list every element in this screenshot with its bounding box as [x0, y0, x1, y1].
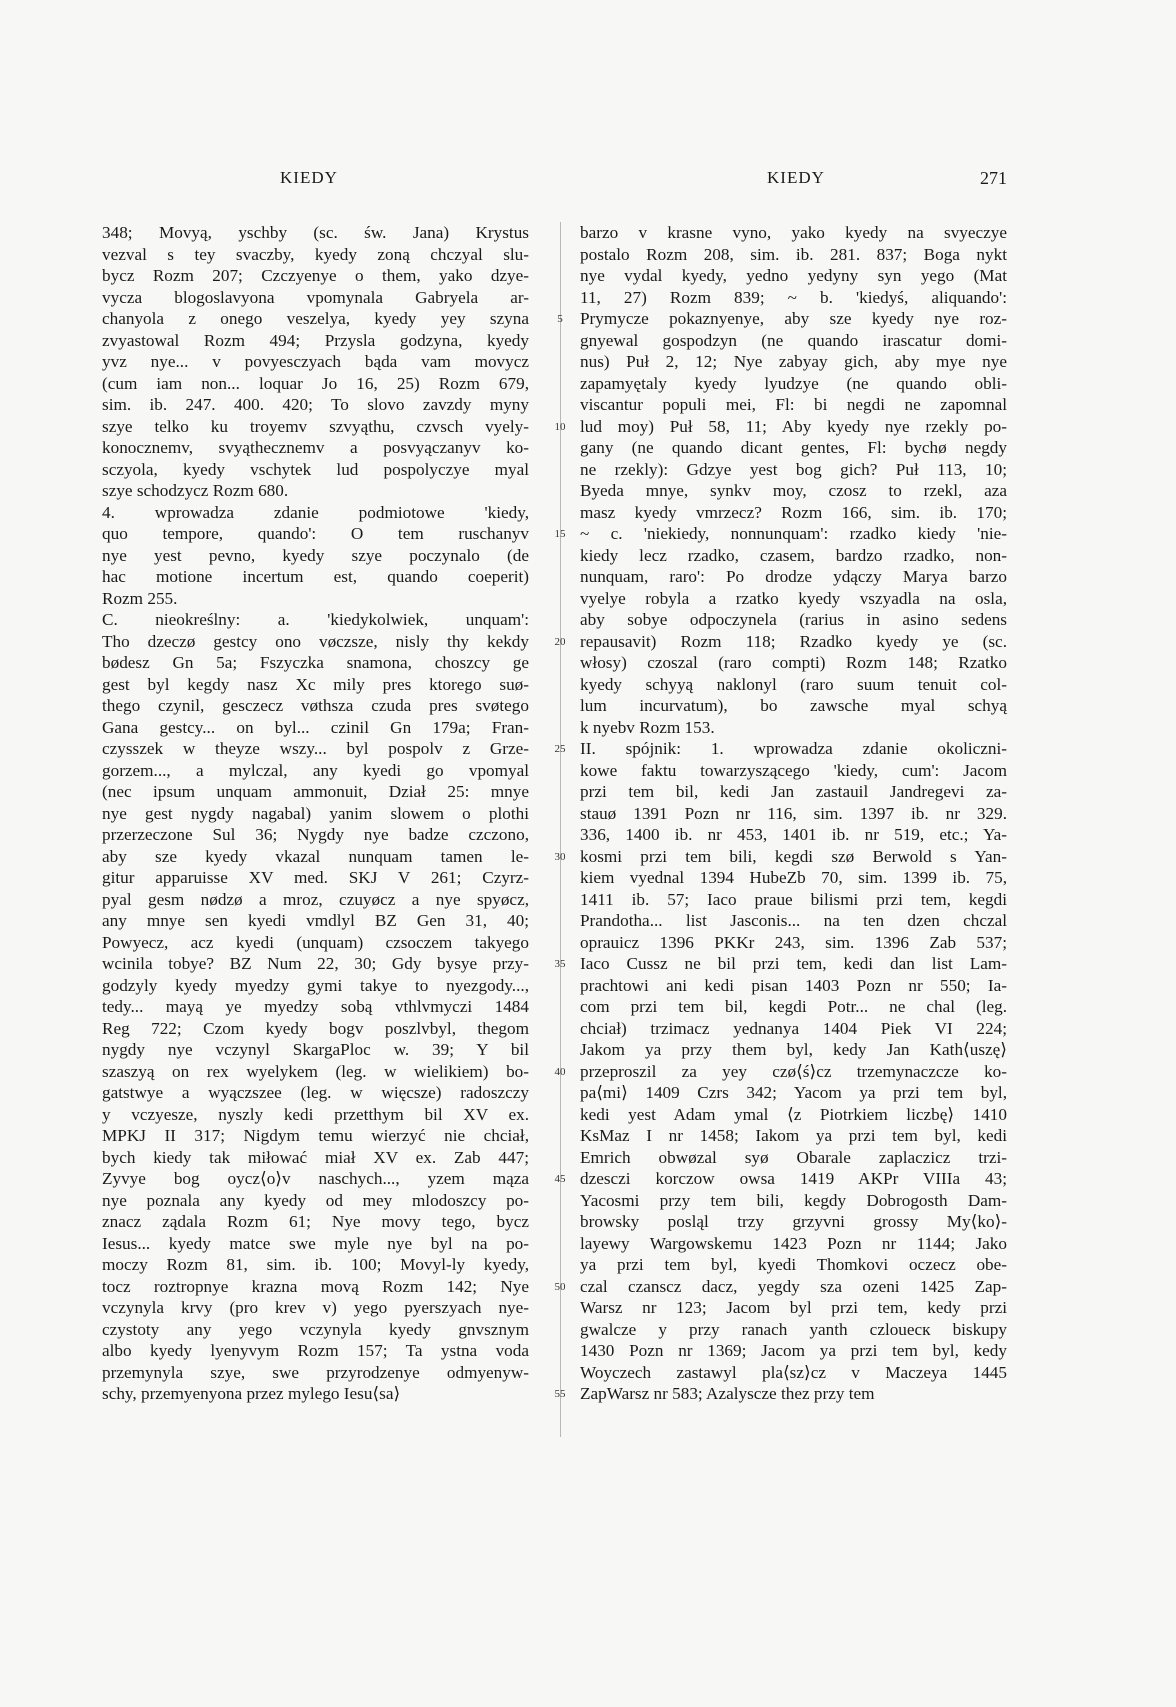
text-line: II. spójnik: 1. wprowadza zdanie okoliczni-: [580, 739, 1007, 758]
text-line: gatstwye a wyączszee (leg. w więcsze) radoszczy: [102, 1083, 529, 1102]
text-line: quo tempore, quando': O tem ruschanyv: [102, 524, 529, 543]
text-line: kosmi przi tem bili, kegdi szø Berwold s Yan-: [580, 846, 1007, 866]
text-line: konocznemv, svyąthecznemv a posvyączanyv ko-: [102, 438, 529, 457]
text-line: Jakom ya przy them byl, kedy Jan Kath⟨uszę⟩: [580, 1040, 1007, 1059]
text-line: przerzeczone Sul 36; Nygdy nye badze czczono,: [102, 825, 529, 844]
text-line: gorzem..., a mylczal, any kyedi go vpomyal: [102, 760, 529, 780]
column-divider: [560, 222, 561, 1437]
text-line: repausavit) Rozm 118; Rzadko kyedy ye (sc.: [580, 631, 1007, 651]
text-line: nygdy nye vczynyl SkargaPloc w. 39; Y bil: [102, 1040, 529, 1059]
running-header: [0, 168, 1176, 192]
text-line: gitur apparuisse XV med. SKJ V 261; Czyrz-: [102, 868, 529, 887]
text-line: czystoty any yego vczynyla kyedy gnvsznym: [102, 1319, 529, 1339]
text-line: zapamyętaly kyedy lyudzye (ne quando obli-: [580, 373, 1007, 393]
text-line: 1411 ib. 57; Iaco praue bilismi przi tem, kegdi: [580, 889, 1007, 909]
text-line: 336, 1400 ib. nr 453, 1401 ib. nr 519, etc.; Ya-: [580, 825, 1007, 844]
text-line: nye vydal kyedy, yedno yedyny syn yego (Mat: [580, 266, 1007, 285]
text-line: schy, przemyenyona przez mylego Iesu⟨sa⟩: [102, 1384, 401, 1403]
text-line: włosy) czoszal (raro compti) Rozm 148; Rzatko: [580, 653, 1007, 672]
text-line: przemynyla szye, swe przyrodzenye odmyenyw-: [102, 1362, 529, 1382]
text-line: albo kyedy lyenyvym Rozm 157; Ta ystna voda: [102, 1341, 529, 1360]
text-line: pa⟨mi⟩ 1409 Czrs 342; Yacom ya przi tem byl,: [580, 1083, 1007, 1102]
line-number: 20: [554, 635, 566, 648]
text-line: layewy Wargowskemu 1423 Pozn nr 1144; Jako: [580, 1233, 1007, 1253]
line-number: 35: [554, 958, 566, 970]
right-text-column: [580, 222, 1007, 1405]
text-line: 11, 27) Rozm 839; ~ b. 'kiedyś, aliquando':: [580, 287, 1007, 307]
text-line: Gana gestcy... on byl... czinil Gn 179a; Fran-: [102, 717, 529, 737]
text-line: thego czynil, gesczecz vøthsza czuda pres svøtego: [102, 696, 529, 715]
text-line: 1430 Pozn nr 1369; Jacom ya przi tem byl, kedy: [580, 1341, 1007, 1360]
text-line: vyelye robyla a rzatko kyedy vszyadla na osla,: [580, 588, 1007, 608]
text-line: Rozm 255.: [102, 588, 178, 608]
text-line: 4. wprowadza zdanie podmiotowe 'kiedy,: [102, 502, 529, 522]
text-line: hac motione incertum est, quando coeperit): [102, 567, 529, 586]
header-right-keyword: KIEDY: [767, 168, 825, 187]
text-line: bødesz Gn 5a; Fszyczka snamona, choszcy ge: [102, 653, 529, 672]
text-line: C. nieokreślny: a. 'kiedykolwiek, unquam':: [102, 610, 529, 629]
line-number: 30: [554, 850, 566, 863]
text-line: nye poznala any kyedy od mey mlodoszcy po-: [102, 1190, 529, 1210]
text-line: Powyecz, acz kyedi (unquam) czsoczem takyego: [102, 932, 529, 952]
text-line: Woyczech zastawyl pla⟨sz⟩cz v Maczeya 1445: [580, 1362, 1007, 1382]
text-line: com przi tem bil, kegdi Potr... ne chal (leg.: [580, 997, 1007, 1016]
text-line: bych kiedy tak miłować miał XV ex. Zab 447;: [102, 1147, 529, 1167]
text-line: Warsz nr 123; Jacom byl przi tem, kedy przi: [580, 1298, 1007, 1317]
text-line: barzo v krasne vyno, yako kyedy na svyeczye: [580, 223, 1007, 242]
text-line: szaszyą on rex wyelykem (leg. w wielikiem) bo-: [102, 1061, 529, 1081]
text-line: przi tem bil, kedi Jan zastauil Jandregevi za-: [580, 782, 1007, 801]
text-line: yvz nye... v povyesczyach bąda vam movycz: [102, 352, 529, 371]
text-line: chciał) trzimacz yednanya 1404 Piek VI 224;: [580, 1018, 1007, 1038]
text-line: wcinila tobye? BZ Num 22, 30; Gdy bysye przy-: [102, 954, 529, 973]
text-line: aby sze kyedy vkazal nunquam tamen le-: [102, 846, 529, 866]
text-line: lum incurvatum), bo zawsche myal schyą: [580, 696, 1007, 715]
text-line: pyal gesm nødzø a mroz, czuyøcz a nye spyøcz,: [102, 889, 529, 909]
text-line: gnyewal gospodzyn (ne quando irascatur domi-: [580, 330, 1007, 350]
text-line: Byeda mnye, synkv moy, czosz to rzekl, aza: [580, 481, 1007, 500]
text-line: nye yest pevno, kyedy szye poczynalo (de: [102, 545, 529, 565]
text-line: any mnye sen kyedi vmdlyl BZ Gen 31, 40;: [102, 911, 529, 930]
text-line: ZapWarsz nr 583; Azalyscze thez przy tem: [580, 1384, 875, 1403]
text-line: vczynyla krvy (pro krev v) yego pyerszyach nye-: [102, 1298, 529, 1317]
text-line: 348; Movyą, yschby (sc. św. Jana) Krystus: [102, 223, 529, 242]
text-line: Iesus... kyedy matce swe myle nye byl na po-: [102, 1233, 529, 1253]
text-line: k nyebv Rozm 153.: [580, 717, 715, 737]
text-line: moczy Rozm 81, sim. ib. 100; Movyl-ly kyedy,: [102, 1255, 529, 1274]
text-line: ~ c. 'niekiedy, nonnunquam': rzadko kiedy 'nie-: [580, 524, 1007, 543]
text-line: ne rzekly): Gdzye yest bog gich? Puł 113, 10;: [580, 459, 1007, 479]
line-number: 45: [554, 1173, 566, 1185]
text-line: masz kyedy vmrzecz? Rozm 166, sim. ib. 170;: [580, 502, 1007, 522]
text-line: tocz roztropnye krazna movą Rozm 142; Nye: [102, 1276, 529, 1296]
text-line: Reg 722; Czom kyedy bogv poszlvbyl, thegom: [102, 1018, 529, 1038]
text-line: gany (ne quando dicant gentes, Fl: bychø negdy: [580, 438, 1007, 457]
header-left-keyword: KIEDY: [280, 168, 338, 187]
line-number: 50: [554, 1280, 566, 1293]
page-number: 271: [980, 168, 1007, 188]
text-line: aby sobye odpoczynela (rarius in asino sedens: [580, 610, 1007, 629]
text-line: (nec ipsum unquam ammonuit, Dział 25: mnye: [102, 782, 529, 801]
text-line: Zyvye bog oycz⟨o⟩v naschych..., yzem mąza: [102, 1169, 529, 1188]
text-line: vezval s tey svaczby, kyedy zoną chczyal slu-: [102, 244, 529, 264]
text-line: tedy... mayą ye myedzy sobą vthlvmyczi 1484: [102, 997, 529, 1016]
text-line: postalo Rozm 208, sim. ib. 281. 837; Boga nykt: [580, 244, 1007, 264]
text-line: gwalcze y przy ranach yanth czlouecк biskupy: [580, 1319, 1007, 1339]
text-line: przeproszil za yey czø⟨ś⟩cz trzemynaczcze ko-: [580, 1061, 1007, 1081]
text-line: sim. ib. 247. 400. 420; To slovo zavzdy myny: [102, 395, 529, 414]
text-line: Yacosmi przy tem bili, kegdy Dobrogosth Dam-: [580, 1190, 1007, 1210]
text-line: znacz ządala Rozm 61; Nye movy tego, bycz: [102, 1212, 529, 1231]
line-number: 40: [554, 1065, 566, 1078]
text-line: Iaco Cussz ne bil przi tem, kedi dan list Lam-: [580, 954, 1007, 973]
text-line: Prandotha... list Jasconis... na ten dzen chczal: [580, 911, 1007, 930]
text-line: kowe faktu towarzyszącego 'kiedy, cum': Jacom: [580, 760, 1007, 780]
text-line: kyedy schyyą naklonyl (raro suum tenuit col-: [580, 674, 1007, 694]
text-line: lud moy) Puł 58, 11; Aby kyedy nye rzekly po-: [580, 416, 1007, 436]
text-line: browsky posląl trzy grzyvni grossy My⟨ko⟩-: [580, 1212, 1007, 1231]
text-line: ya przi tem byl, kyedi Thomkovi oczecz obe-: [580, 1255, 1007, 1274]
text-line: nus) Puł 2, 12; Nye zabyay gich, aby mye nye: [580, 352, 1007, 371]
text-line: Prymycze pokaznyenye, aby sze kyedy nye roz-: [580, 309, 1007, 328]
text-line: szye telko ku troyemv szvyąthu, czvsch vyely-: [102, 416, 529, 436]
text-line: MPKJ II 317; Nigdym temu wierzyć nie chciał,: [102, 1126, 529, 1145]
text-line: y vczyesze, nyszly kedi przetthym bil XV ex.: [102, 1104, 529, 1124]
text-line: chanyola z onego veszelya, kyedy yey szyna: [102, 309, 529, 328]
left-text-column: [102, 222, 529, 1405]
text-line: kiem vyednal 1394 HubeZb 70, sim. 1399 ib. 75,: [580, 868, 1007, 887]
text-line: zvyastowal Rozm 494; Przysla godzyna, kyedy: [102, 330, 529, 350]
text-line: kiedy lecz rzadko, czasem, bardzo rzadko, non-: [580, 545, 1007, 565]
text-line: dzesczi korczow owsa 1419 AKPr VIIIa 43;: [580, 1169, 1007, 1188]
line-number: 55: [554, 1388, 566, 1400]
text-line: czysszek w theyze wszy... byl pospolv z Grze-: [102, 739, 529, 758]
text-line: (cum iam non... loquar Jo 16, 25) Rozm 679,: [102, 373, 529, 393]
text-line: godzyly kyedy myedzy gymi takye to nyezgody...,: [102, 975, 529, 995]
text-line: sczyola, kyedy vschytek lud pospolyczye myal: [102, 459, 529, 479]
line-number: 5: [557, 313, 563, 325]
line-number: 10: [554, 420, 566, 433]
text-line: szye schodzycz Rozm 680.: [102, 481, 289, 500]
text-line: czal czanscz dacz, yegdy sza ozeni 1425 Zap-: [580, 1276, 1007, 1296]
text-line: Emrich obwøzal syø Obarale zaplaczicz trzi-: [580, 1147, 1007, 1167]
text-line: Tho dzeczø gestcy ono vøczsze, nisly thy kekdy: [102, 631, 529, 651]
text-line: KsMaz I nr 1458; Iakom ya przi tem byl, kedi: [580, 1126, 1007, 1145]
line-number: 15: [554, 528, 566, 540]
line-number: 25: [554, 743, 566, 755]
text-line: bycz Rozm 207; Czczyenye o them, yako dzye-: [102, 266, 529, 285]
text-line: stauø 1391 Pozn nr 116, sim. 1397 ib. nr 329.: [580, 803, 1007, 823]
text-line: prachtowi ani kedi pisan 1403 Pozn nr 550; Ia-: [580, 975, 1007, 995]
text-line: gest byl kegdy nasz Xc mily pres ktorego suø-: [102, 674, 529, 694]
text-line: nye gest nygdy nagabal) yanim slowem o plothi: [102, 803, 529, 823]
text-line: kedi yest Adam ymal ⟨z Piotrkiem liczbę⟩ 1410: [580, 1104, 1007, 1124]
text-line: vycza blogoslavyona vpomynala Gabryela ar-: [102, 287, 529, 307]
text-line: nunquam, raro': Po drodze ydączy Marya barzo: [580, 567, 1007, 586]
text-line: oprauicz 1396 PKKr 243, sim. 1396 Zab 537;: [580, 932, 1007, 952]
text-line: viscantur populi mei, Fl: bi negdi ne zapomnal: [580, 395, 1007, 414]
